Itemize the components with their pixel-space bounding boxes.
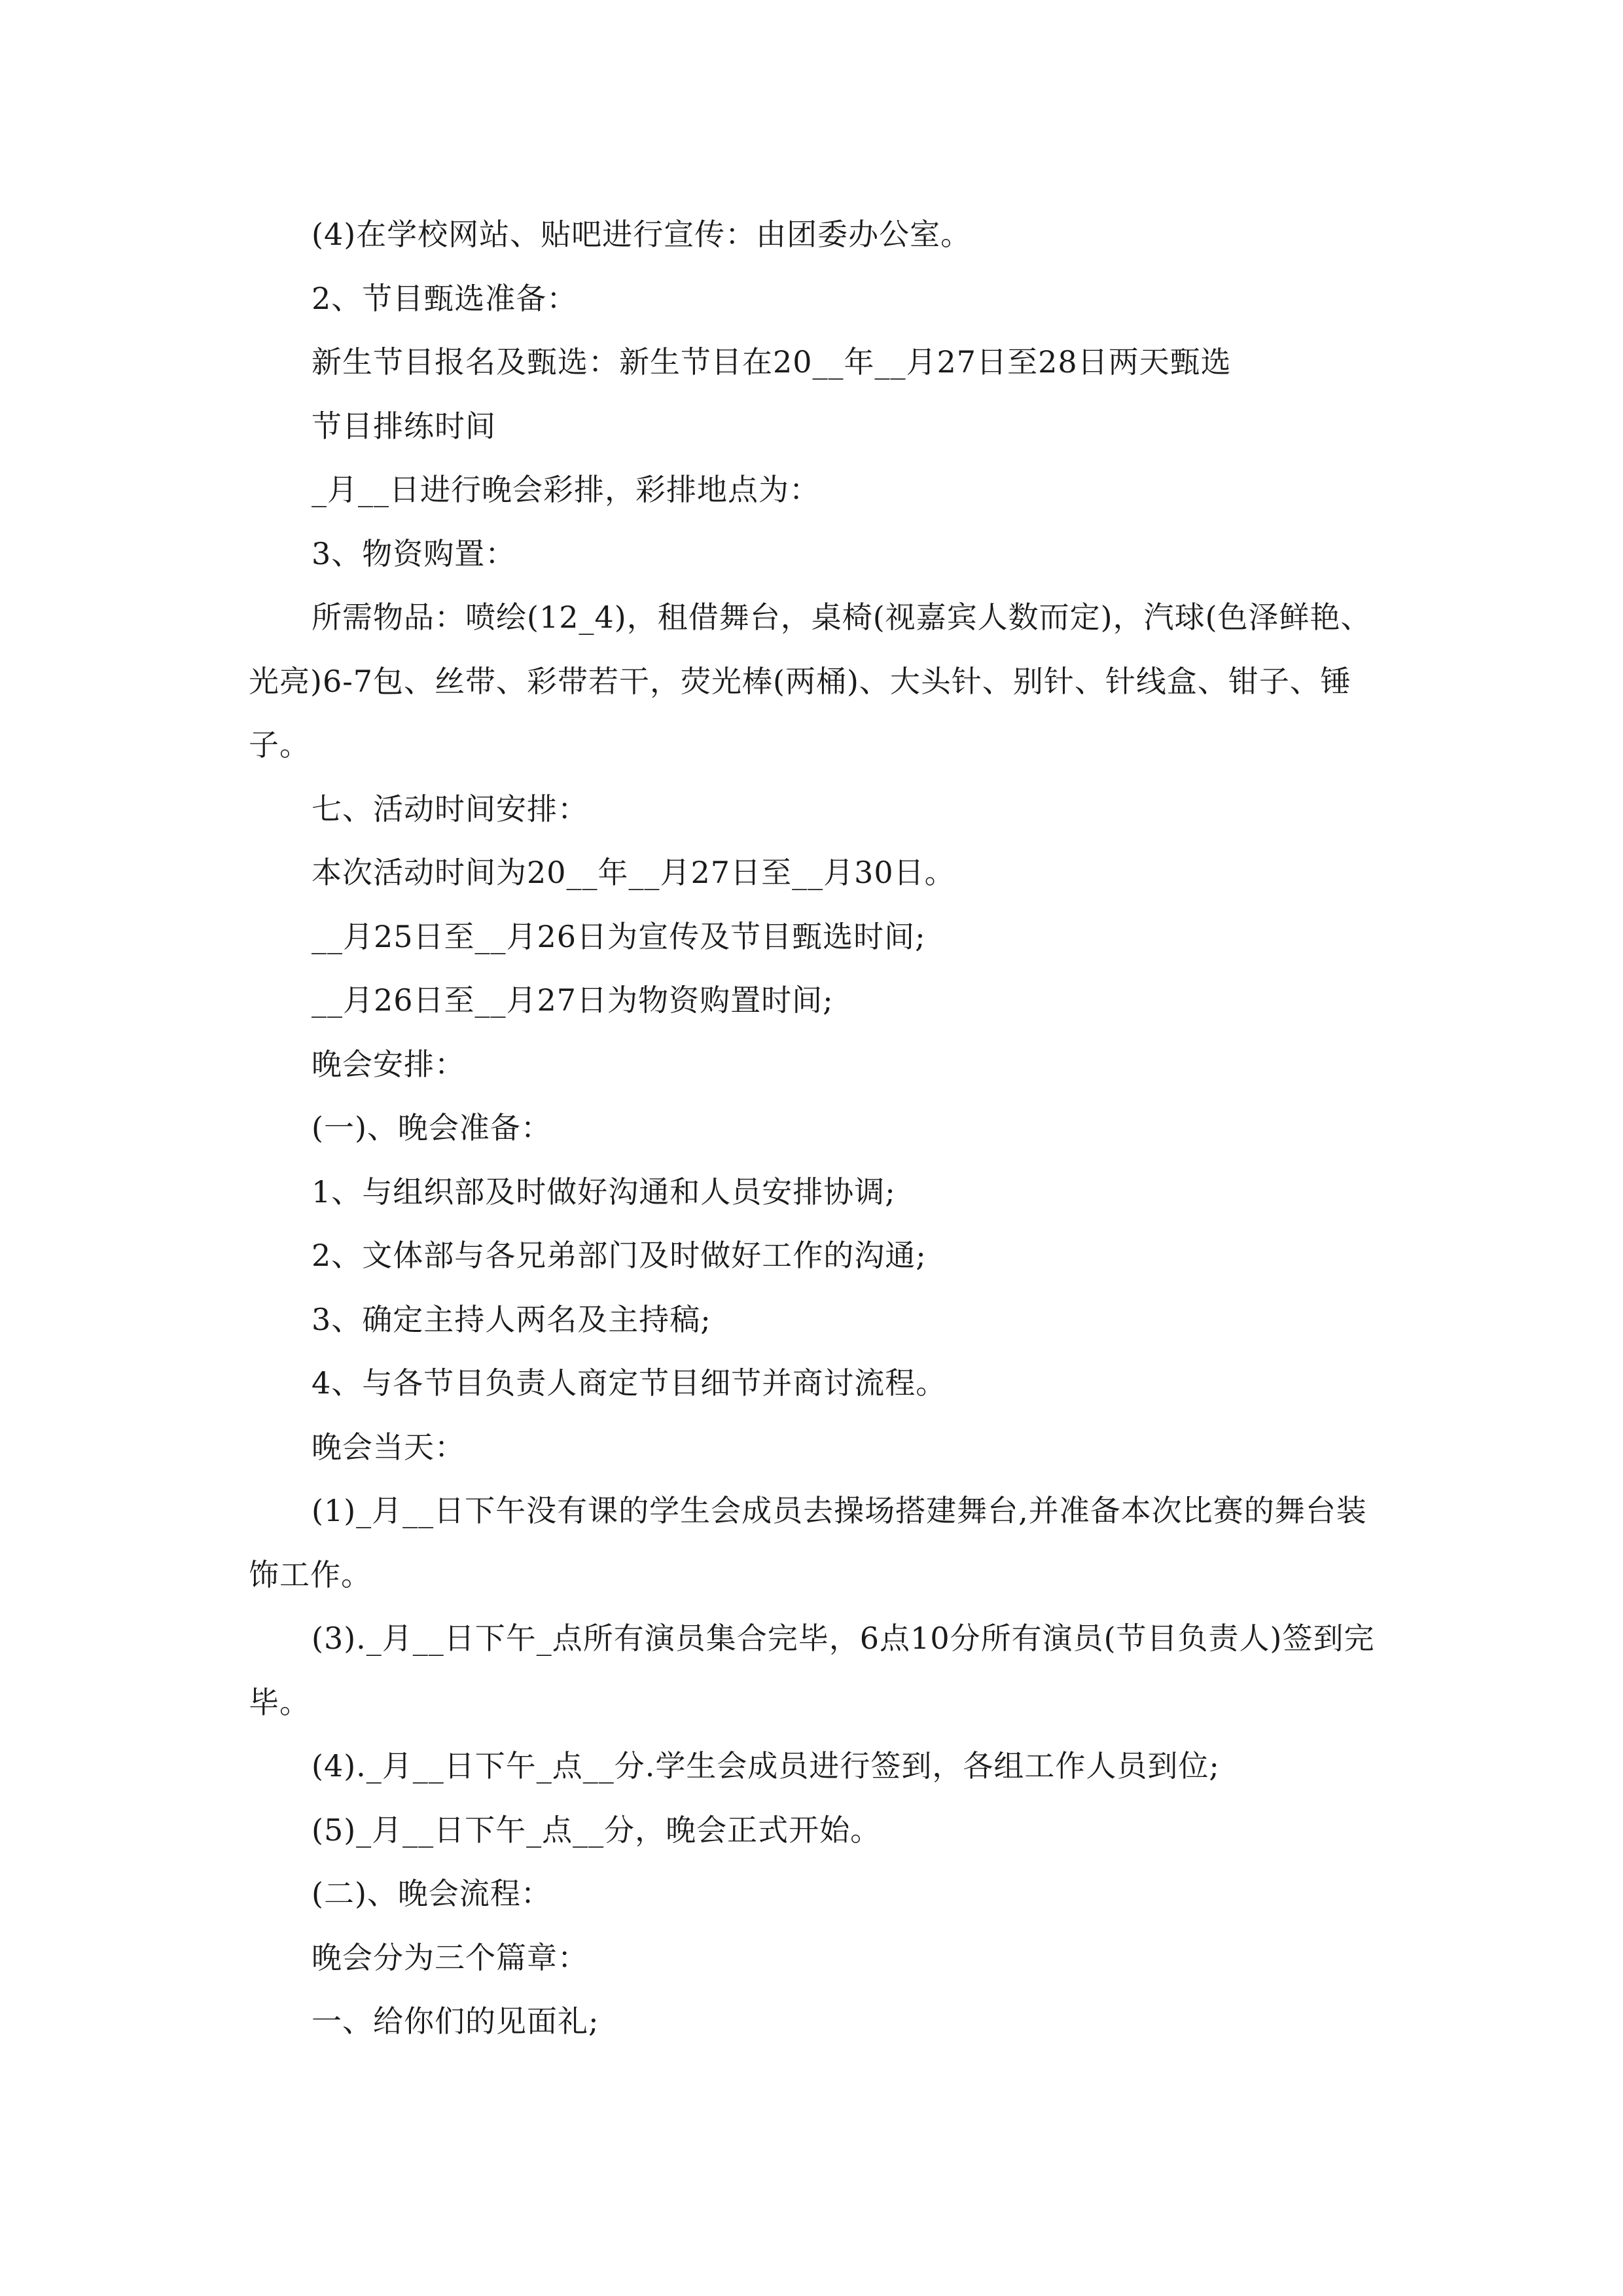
list-item-prep-1: 1、与组织部及时做好沟通和人员安排协调;	[312, 1174, 896, 1210]
list-item-day-4: (4)._月__日下午_点__分.学生会成员进行签到，各组工作人员到位;	[312, 1748, 1220, 1784]
list-item-day-3: (3)._月__日下午_点所有演员集合完毕，6点10分所有演员(节目负责人)签到完毕。	[249, 1621, 1375, 1720]
heading-gala-flow: (二)、晚会流程：	[312, 1876, 552, 1911]
heading-gala-preparation: (一)、晚会准备：	[312, 1110, 552, 1145]
paragraph-three-chapters: 晚会分为三个篇章：	[312, 1939, 588, 1975]
paragraph-dress-rehearsal: _月__日进行晚会彩排，彩排地点为：	[312, 472, 820, 507]
heading-program-selection: 2、节目甄选准备：	[312, 280, 578, 316]
list-item-prep-2: 2、文体部与各兄弟部门及时做好工作的沟通;	[312, 1238, 927, 1273]
paragraph-publicity-website: (4)在学校网站、贴吧进行宣传：由团委办公室。	[312, 217, 972, 252]
list-item-prep-4: 4、与各节目负责人商定节目细节并商讨流程。	[312, 1365, 947, 1401]
list-item-day-1: (1)_月__日下午没有课的学生会成员去操场搭建舞台,并准备本次比赛的舞台装饰工作。	[249, 1493, 1367, 1592]
paragraph-purchase-period: __月26日至__月27日为物资购置时间;	[312, 982, 834, 1018]
heading-supplies: 3、物资购置：	[312, 535, 516, 571]
paragraph-new-student-selection: 新生节目报名及甄选：新生节目在20__年__月27日至28日两天甄选	[312, 344, 1232, 380]
paragraph-supplies-list: 所需物品：喷绘(12_4)，租借舞台，桌椅(视嘉宾人数而定)，汽球(色泽鲜艳、光亮)6-7包、丝带、彩带若干，荧光棒(两桶)、大头针、别针、针线盒、钳子、锤子。	[249, 600, 1372, 762]
document-body	[249, 203, 1378, 2054]
heading-gala-arrangement: 晚会安排：	[312, 1046, 465, 1082]
heading-schedule: 七、活动时间安排：	[312, 791, 588, 827]
list-item-day-5: (5)_月__日下午_点__分，晚会正式开始。	[312, 1812, 882, 1848]
paragraph-rehearsal-time: 节目排练时间	[312, 408, 496, 444]
paragraph-publicity-period: __月25日至__月26日为宣传及节目甄选时间;	[312, 918, 926, 954]
list-item-prep-3: 3、确定主持人两名及主持稿;	[312, 1301, 711, 1337]
list-item-chapter-1: 一、给你们的见面礼;	[312, 2003, 599, 2039]
heading-gala-day: 晚会当天：	[312, 1429, 465, 1465]
paragraph-activity-period: 本次活动时间为20__年__月27日至__月30日。	[312, 855, 955, 890]
